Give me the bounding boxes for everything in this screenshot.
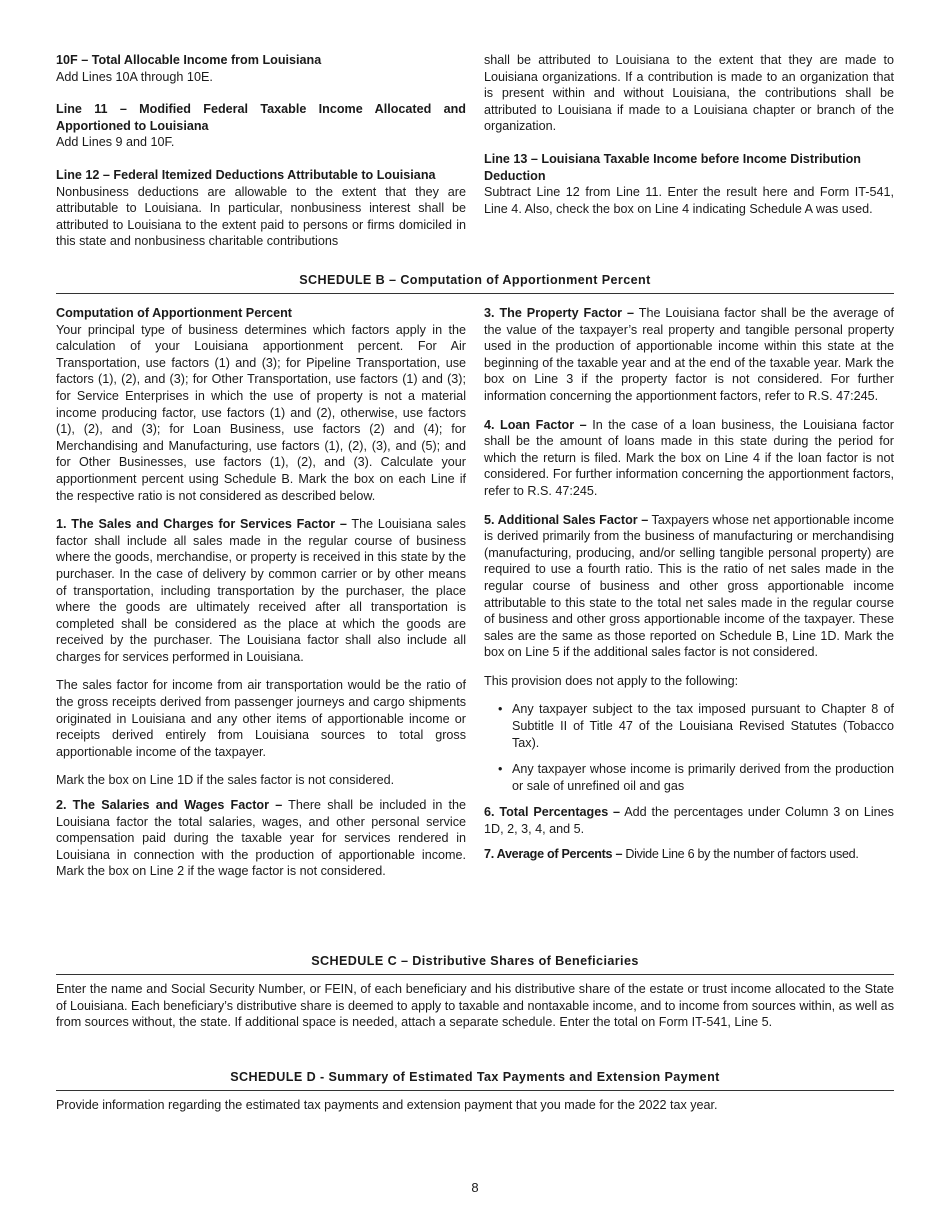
sales-factor-paragraph [56,516,466,665]
schedule-c-text: Enter the name and Social Security Number, or FEIN, of each beneficiary and his distributive share of the estate or trust income allocated to the State of Louisiana. Each beneficiary’s distributive share is deemed to apply to taxable and nontaxable income, and to income from sources within, as well as from sources without, the state. If additional space is needed, attach a separate schedule. Enter the total on Form IT-541, Line 5. [56,982,894,1030]
air-transport-paragraph: The sales factor for income from air transportation would be the ratio of the gross receipts derived from passenger journeys and cargo shipments originated in Louisiana and any other items of apportionable income or receipts derived entirely from Louisiana sources to total gross apportionable income of the taxpayer. [56,678,466,759]
loan-factor-heading: 4. Loan Factor – [484,417,587,432]
list-item: • Any taxpayer whose income is primarily derived from the production or sale of unrefined oil and gas [512,761,894,794]
computation-heading: Computation of Apportionment Percent [56,306,293,320]
average-percents-heading: 7. Average of Percents – [484,846,623,861]
schedule-b-title: SCHEDULE B – Computation of Apportionment Percent [56,272,894,294]
salaries-factor-heading: 2. The Salaries and Wages Factor – [56,798,283,813]
schedule-d-text: Provide information regarding the estimated tax payments and extension payment that you made for the 2022 tax year. [56,1098,718,1112]
total-percentages-text: Add the percentages under Column 3 on Lines 1D, 2, 3, 4, and 5. [484,805,894,837]
line-11-text: Add Lines 9 and 10F. [56,135,175,150]
schedule-c-title: SCHEDULE C – Distributive Shares of Beneficiaries [56,953,894,975]
schedule-b-right-column [484,305,894,880]
sales-factor-heading: 1. The Sales and Charges for Services Factor – [56,517,347,532]
line-13 [484,151,894,217]
line-13-heading: Line 13 – Louisiana Taxable Income before Income Distribution Deduction [484,151,861,183]
exception-list [484,701,894,794]
provision-paragraph: This provision does not apply to the following: [484,673,739,688]
line-10f-text: Add Lines 10A through 10E. [56,69,213,84]
line-10f-heading: 10F – Total Allocable Income from Louisiana [56,53,322,67]
mark-line-1d: Mark the box on Line 1D if the sales factor is not considered. [56,773,395,788]
property-factor-heading: 3. The Property Factor – [484,306,635,320]
property-factor-paragraph [484,305,894,405]
average-percents-paragraph [484,846,894,863]
line-11-heading: Line 11 – Modified Federal Taxable Income Allocated and Apportioned to Louisiana [56,102,466,133]
average-percents-text: Divide Line 6 by the number of factors used. [622,846,859,861]
additional-sales-paragraph [484,512,894,661]
schedule-b-section [56,305,894,880]
schedule-b-left-column [56,305,466,880]
property-factor-text: The Louisiana factor shall be the average of the value of the taxpayer’s real property and tangible personal property used in the production of apportionable income within this state at the beginning of the taxable year and at the end of the taxable year. Mark the box on Line 3 if the property factor is not considered. For further information concerning the apportionment factors, refer to R.S. 47:245. [484,306,895,403]
additional-sales-heading: 5. Additional Sales Factor – [484,512,649,527]
line-12 [56,167,466,250]
sales-factor-text: The Louisiana sales factor shall include all sales made in the regular course of business where the goods, merchandise, or property is received in this state by the purchaser. In the case of delivery by common carrier or by other means of transportation, including transportation by the purchaser, the place where the goods are ultimately received after all transportation is completed shall be considered as the place at which the goods are received by the purchaser. The Louisiana factor shall also include all charges for services performed in Louisiana. [56,517,466,664]
top-right-column [484,52,894,250]
line-11 [56,101,466,151]
line-13-text: Subtract Line 12 from Line 11. Enter the result here and Form IT-541, Line 4. Also, check the box on Line 4 indicating Schedule A was used. [484,185,894,216]
schedule-d-title: SCHEDULE D - Summary of Estimated Tax Payments and Extension Payment [56,1069,894,1091]
line-12-continued: shall be attributed to Louisiana to the extent that they are made to Louisiana organizations. If a contribution is made to an organization that is present within and without Louisiana, the contributions shall be attributed to Louisiana if made to a Louisiana chapter or branch of the organization. [484,53,894,134]
top-section [56,52,894,250]
additional-sales-text: Taxpayers whose net apportionable income is derived primarily from the business of manufacturing or merchandising (manufacturing, producing, and/or selling tangible personal property) are required to use a fourth ratio. This is the ratio of net sales made in the regular course of business and other gross apportionable income attributable to this state to the total net sales made in the regular course of business and other gross apportionable income of the taxpayer. These sales are the same as those reported on Schedule B, Line 1D. Mark the box on Line 5 if the additional sales factor is not considered. [484,512,894,660]
total-percentages-paragraph [484,804,894,837]
line-12-heading: Line 12 – Federal Itemized Deductions Attributable to Louisiana [56,167,436,182]
salaries-factor-paragraph [56,797,466,880]
computation-text: Your principal type of business determines which factors apply in the calculation of your Louisiana apportionment percent. For Air Transportation, use factors (1) and (3); for Pipeline Transportation, use factors (1), (2), and (3); for Other Transportation, use factors (1) and (3); for Service Enterprises in which the use of property is not a material income producing factor, use factors (1) and (2), otherwise, use factors (1), (2), and (3); for Loan Business, use factors (2) and (4); for Merchandising and Manufacturing, use factors (1), (2), (3), and (5); and for Other Businesses, use factors (1), (2), and (3). Calculate your apportionment percent using Schedule B. Mark the box on each Line if the respective ratio is not considered as described below. [56,322,466,503]
loan-factor-paragraph [484,417,894,500]
computation-paragraph [56,305,466,504]
total-percentages-heading: 6. Total Percentages – [484,805,621,820]
loan-factor-text: In the case of a loan business, the Louisiana factor shall be the amount of loans made in this state during the period for which the return is filed. Mark the box on Line 4 if the loan factor is not considered. For further information concerning the apportionment factors, refer to R.S. 47:245. [484,417,895,498]
line-12-text: Nonbusiness deductions are allowable to the extent that they are attributable to Louisiana. In particular, nonbusiness interest shall be attributed to Louisiana to the extent paid to persons or firms domiciled in this state and nonbusiness charitable contributions [56,184,466,249]
top-left-column [56,52,466,250]
list-item: • Any taxpayer subject to the tax imposed pursuant to Chapter 8 of Subtitle II of Title 47 of the Louisiana Revised Statutes (Tobacco Tax). [512,701,894,751]
line-10f [56,52,466,85]
page-number: 8 [471,1180,479,1195]
salaries-factor-text: There shall be included in the Louisiana factor the total salaries, wages, and other personal service compensation paid during the taxable year for services rendered in Louisiana in connection with the production of apportionable income. Mark the box on Line 2 if the wage factor is not considered. [56,798,466,879]
